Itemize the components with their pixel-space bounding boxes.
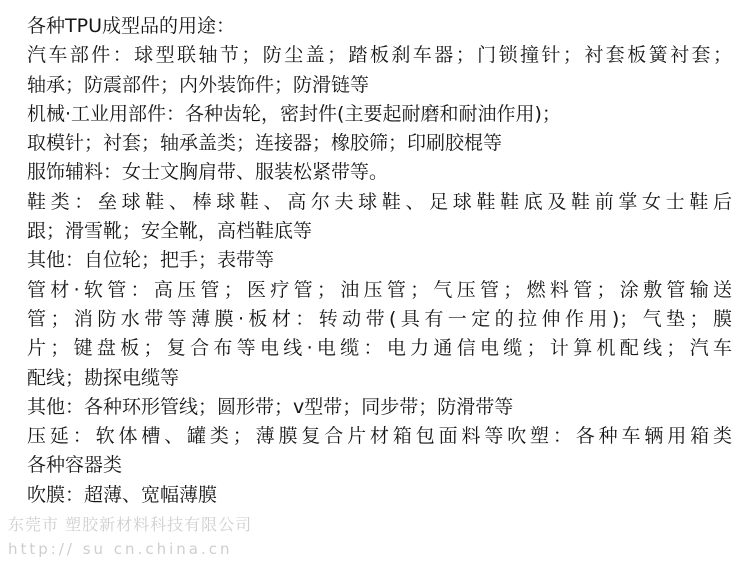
document-body [27,12,732,510]
text-line: 汽车部件：球型联轴节；防尘盖；踏板刹车器；门锁撞针；衬套板簧衬套； [27,44,732,67]
text-line: 吹膜：超薄、宽幅薄膜 [27,483,218,506]
text-line: 配线；勘探电缆等 [27,366,180,389]
watermark-url: http:// su cn.china.cn [8,540,233,558]
text-line: 轴承；防震部件；内外装饰件；防滑链等 [27,73,370,96]
text-line: 机械·工业用部件：各种齿轮，密封件(主要起耐磨和耐油作用)； [27,102,561,125]
text-line: 管材·软管：高压管；医疗管；油压管；气压管；燃料管；涂敷管输送 [27,278,732,301]
text-line: 管；消防水带等薄膜·板材：转动带(具有一定的拉伸作用)；气垫；膜 [27,307,732,330]
text-line: 片；键盘板；复合布等电线·电缆：电力通信电缆；计算机配线；汽车 [27,337,732,360]
text-line: 取模针；衬套；轴承盖类；连接器；橡胶筛；印刷胶棍等 [27,132,503,155]
text-line: 跟；滑雪靴；安全靴，高档鞋底等 [27,220,313,243]
text-line: 各种容器类 [27,454,123,477]
text-line: 服饰辅料：女士文胸肩带、服装松紧带等。 [27,161,389,184]
watermark-company: 东莞市 塑胶新材料科技有限公司 [8,515,253,534]
text-line: 其他：各种环形管线；圆形带；v型带；同步带；防滑带等 [27,395,514,418]
heading-line: 各种TPU成型品的用途： [27,15,235,37]
text-line: 鞋类：垒球鞋、棒球鞋、高尔夫球鞋、足球鞋鞋底及鞋前掌女士鞋后 [27,190,732,213]
text-line: 压延：软体槽、罐类；薄膜复合片材箱包面料等吹塑：各种车辆用箱类 [27,425,732,448]
text-line: 其他：自位轮；把手；表带等 [27,249,275,272]
